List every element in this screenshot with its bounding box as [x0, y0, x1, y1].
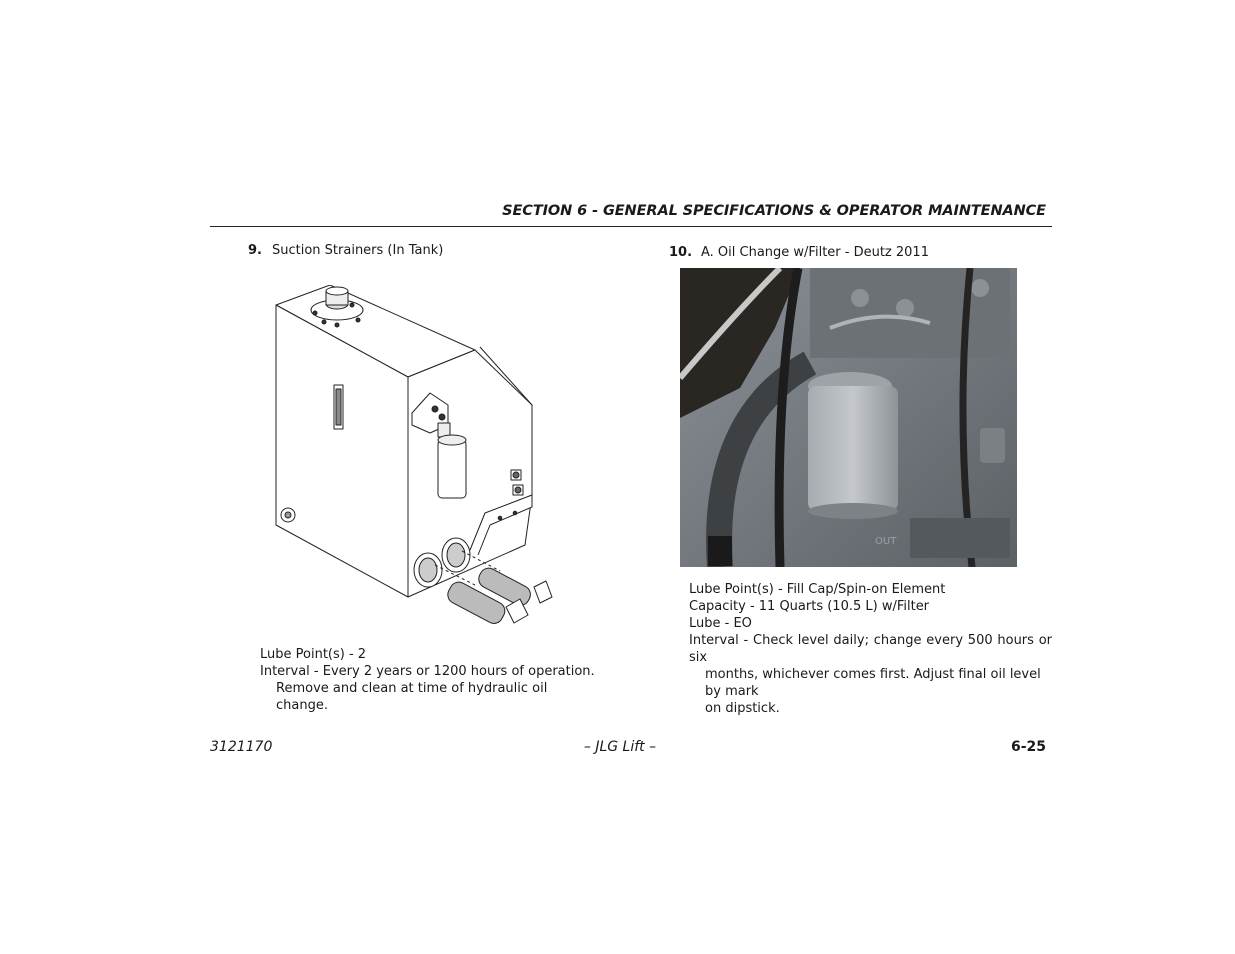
- step-10-lube-points: Lube Point(s) - Fill Cap/Spin-on Element: [689, 582, 946, 597]
- step-10-interval-continued: months, whichever comes first. Adjust final oil level by mark: [705, 667, 1041, 699]
- header-divider: [210, 226, 1052, 227]
- step-10-capacity: Capacity - 11 Quarts (10.5 L) w/Filter: [689, 599, 930, 614]
- footer-page-number: 6-25: [1010, 739, 1046, 755]
- step-10-interval: Interval - Check level daily; change every 500 hours or six: [689, 633, 1052, 665]
- step-9-title: Suction Strainers (In Tank): [272, 243, 444, 258]
- step-10-title: A. Oil Change w/Filter - Deutz 2011: [701, 245, 929, 260]
- hydraulic-tank-diagram: [270, 285, 555, 635]
- deutz-engine-oil-filter-photo: [680, 268, 1017, 567]
- step-9-number: 9.: [248, 243, 262, 258]
- step-9-lube-points: Lube Point(s) - 2: [260, 647, 367, 662]
- footer-doc-number: 3121170: [210, 739, 273, 755]
- photo-casting-label: OUT: [875, 536, 897, 547]
- step-10-number: 10.: [669, 245, 693, 260]
- step-10-details: [689, 581, 1052, 717]
- step-9-interval-continued: Remove and clean at time of hydraulic oil change.: [276, 681, 548, 713]
- step-10-lube-type: Lube - EO: [689, 616, 752, 631]
- step-10-interval-end: on dipstick.: [705, 701, 780, 716]
- section-title: SECTION 6 - GENERAL SPECIFICATIONS & OPERATOR MAINTENANCE: [502, 203, 1046, 219]
- step-9-interval: Interval - Every 2 years or 1200 hours of operation.: [260, 664, 595, 679]
- step-9-details: [260, 646, 600, 714]
- footer-publisher: – JLG Lift –: [583, 739, 657, 755]
